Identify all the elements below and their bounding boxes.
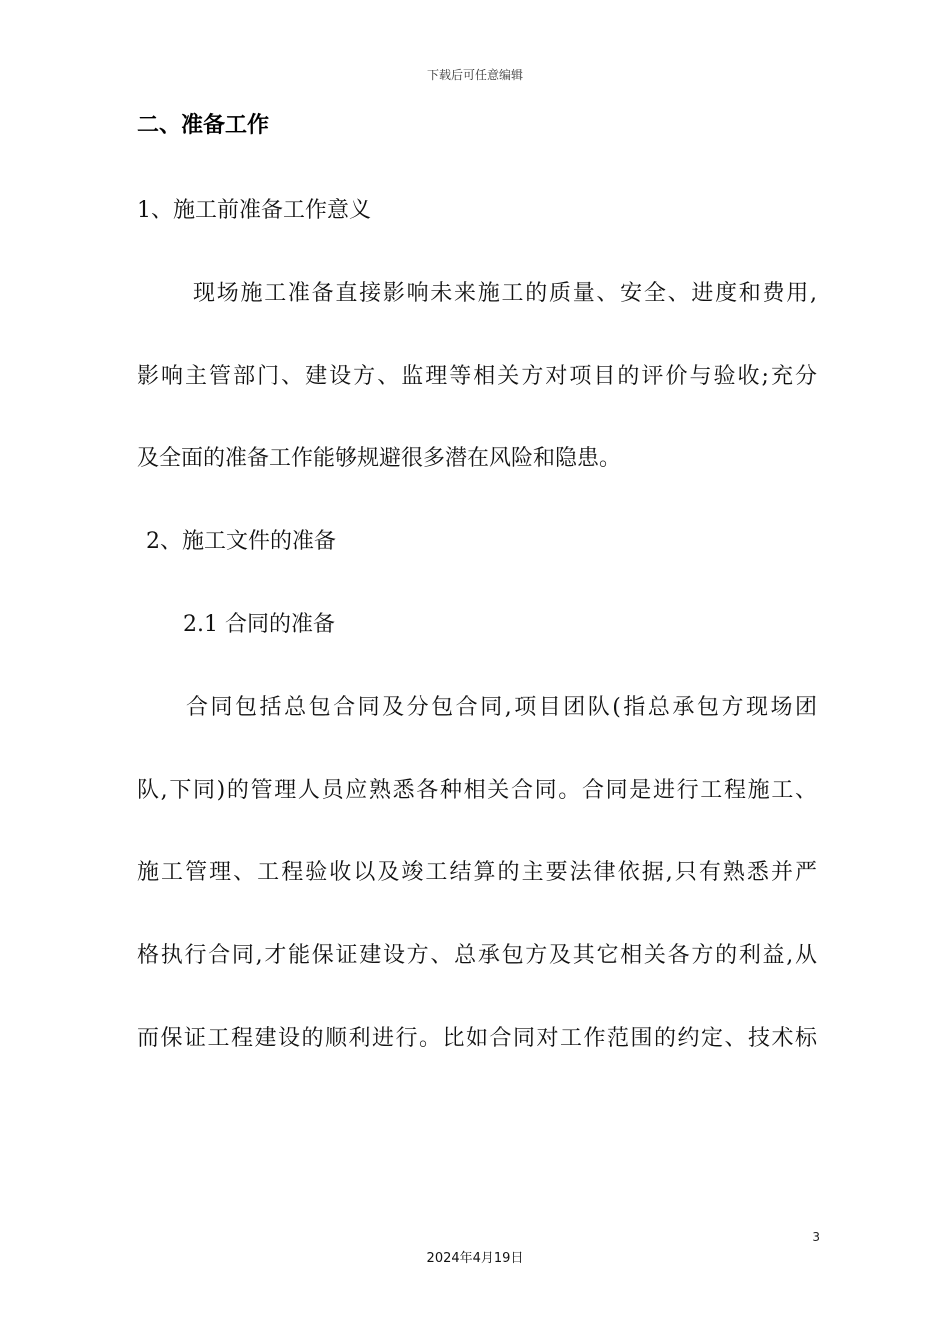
subsection-title-documents: 2、施工文件的准备 (146, 529, 336, 554)
paragraph-line: 施工管理、工程验收以及竣工结算的主要法律依据,只有熟悉并严 (137, 860, 817, 885)
paragraph-line: 现场施工准备直接影响未来施工的质量、安全、进度和费用, (193, 281, 817, 306)
header-note: 下载后可任意编辑 (426, 68, 523, 82)
footer-date: 2024年4月19日 (426, 1251, 524, 1266)
section-heading: 二、准备工作 (137, 113, 270, 138)
paragraph-line: 合同包括总包合同及分包合同,项目团队(指总承包方现场团 (186, 695, 817, 720)
paragraph-line: 队,下同)的管理人员应熟悉各种相关合同。合同是进行工程施工、 (137, 778, 817, 803)
subsection-title-contract: 2.1 合同的准备 (183, 612, 335, 637)
paragraph-line: 影响主管部门、建设方、监理等相关方对项目的评价与验收;充分 (137, 364, 817, 389)
paragraph-line: 而保证工程建设的顺利进行。比如合同对工作范围的约定、技术标 (137, 1026, 817, 1051)
paragraph-line: 格执行合同,才能保证建设方、总承包方及其它相关各方的利益,从 (137, 943, 817, 968)
subsection-title-significance: 1、施工前准备工作意义 (137, 198, 371, 223)
paragraph-line: 及全面的准备工作能够规避很多潜在风险和隐患。 (137, 446, 622, 471)
page-number: 3 (812, 1230, 820, 1244)
